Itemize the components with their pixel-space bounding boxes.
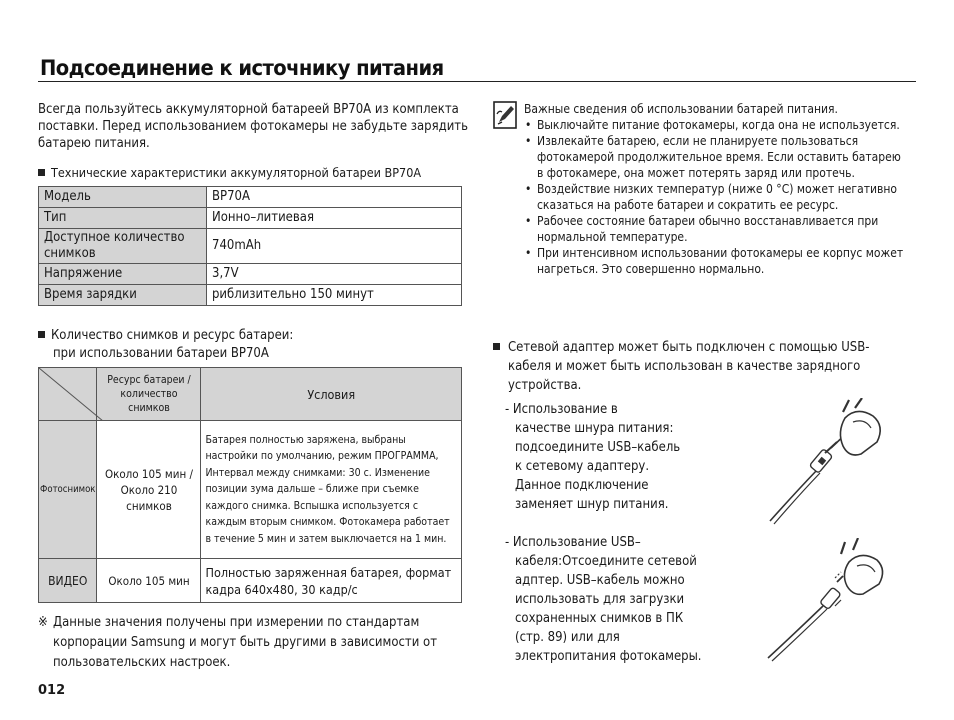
conditions-video: Полностью заряженная батарея, формат кадра 640x480, 30 кадр/с	[201, 559, 462, 603]
spec-value: 3,7V	[207, 264, 462, 285]
note-box	[524, 101, 904, 277]
spec-label: Тип	[39, 208, 207, 229]
option-line: Данное подключение	[515, 478, 649, 493]
spec-label: Доступное количество снимков	[39, 229, 207, 264]
option-line: заменяет шнур питания.	[515, 497, 669, 512]
mode-photo: Фотоснимок	[39, 421, 97, 559]
usb-paragraph	[493, 338, 908, 395]
col-header-conditions: Условия	[201, 368, 462, 421]
option-line: адптер. USB–кабель можно	[515, 573, 685, 588]
list-item: • Выключайте питание фотокамеры, когда она не используется.	[524, 117, 904, 133]
spec-label: Напряжение	[39, 264, 207, 285]
list-item: • Воздействие низких температур (ниже 0 °C) может негативно сказаться на работе батареи и сократить ее ресурс.	[524, 181, 904, 213]
option-line: кабеля:Отсоедините сетевой	[515, 554, 697, 569]
life-photo: Около 105 мин / Около 210 снимков	[97, 421, 201, 559]
square-bullet-icon	[38, 331, 45, 338]
shots-table	[38, 367, 462, 603]
list-item: • Рабочее состояние батареи обычно восстанавливается при нормальной температуре.	[524, 213, 904, 245]
list-item: • Извлекайте батарею, если не планируете пользоваться фотокамерой продолжительное время. Если оставить батарею в фотокамере, она может потерять заряд или протечь.	[524, 133, 904, 181]
option-line: к сетевому адаптеру.	[515, 459, 650, 474]
square-bullet-icon	[493, 343, 500, 350]
page-number: 012	[38, 683, 66, 698]
usb-paragraph-text: Сетевой адаптер может быть подключен с помощью USB-кабеля и может быть использован в качестве зарядного устройства.	[508, 340, 870, 393]
specs-table	[38, 186, 462, 306]
usb-option-power-cord	[505, 400, 755, 514]
mode-video: ВИДЕО	[39, 559, 97, 603]
option-line: сохраненных снимков в ПК	[515, 611, 684, 626]
footnote-mark: ※	[38, 615, 48, 630]
title-rule	[38, 81, 916, 82]
note-pencil-icon	[493, 101, 517, 129]
spec-value: риблизительно 150 минут	[207, 285, 462, 306]
ac-adapter-cable-icon	[765, 398, 895, 526]
ac-adapter-unplugged-icon	[765, 538, 895, 662]
usb-option-data-cable	[505, 533, 765, 666]
option-line: - Использование в	[505, 402, 618, 417]
note-title: Важные сведения об использовании батарей питания.	[524, 102, 838, 116]
note-list	[524, 117, 904, 277]
conditions-photo: Батарея полностью заряжена, выбраны настройки по умолчанию, режим ПРОГРАММА, Интервал между снимками: 30 с. Изменение позиции зума дальше – ближе при съемке каждого снимка. Вспышка используется с каждым вторым снимком. Фотокамера работает в течение 5 мин и затем выключается на 1 мин.	[201, 421, 462, 559]
table-row	[39, 208, 462, 229]
footnote	[38, 613, 468, 673]
diagonal-line-icon	[39, 368, 103, 421]
diagonal-header-cell	[39, 368, 97, 421]
list-item: • При интенсивном использовании фотокамеры ее корпус может нагреться. Это совершенно нормально.	[524, 245, 904, 277]
spec-label: Модель	[39, 187, 207, 208]
col-header-life: Ресурс батареи / количество снимков	[97, 368, 201, 421]
table-row	[39, 264, 462, 285]
specs-heading	[38, 165, 421, 181]
table-row	[39, 285, 462, 306]
page-title: Подсоединение к источнику питания	[40, 56, 444, 80]
option-line: (стр. 89) или для	[515, 630, 620, 645]
option-line: качестве шнура питания:	[515, 421, 674, 436]
spec-value: Ионно–литиевая	[207, 208, 462, 229]
table-row	[39, 368, 462, 421]
option-line: - Использование USB–	[505, 535, 641, 550]
shots-heading-line1: Количество снимков и ресурс батареи:	[51, 328, 294, 343]
life-video: Около 105 мин	[97, 559, 201, 603]
shots-heading-line2: при использовании батареи BP70A	[53, 346, 269, 361]
spec-value: BP70A	[207, 187, 462, 208]
shots-heading	[38, 327, 293, 363]
table-row	[39, 229, 462, 264]
table-row	[39, 187, 462, 208]
option-line: подсоедините USB–кабель	[515, 440, 681, 455]
square-bullet-icon	[38, 169, 45, 176]
option-line: использовать для загрузки	[515, 592, 685, 607]
option-line: электропитания фотокамеры.	[515, 649, 702, 664]
table-row	[39, 421, 462, 559]
spec-label: Время зарядки	[39, 285, 207, 306]
footnote-text: Данные значения получены при измерении по стандартам корпорации Samsung и могут быть другими в зависимости от пользовательских настроек.	[53, 615, 438, 670]
spec-value: 740mAh	[207, 229, 462, 264]
table-row	[39, 559, 462, 603]
specs-heading-text: Технические характеристики аккумуляторной батареи BP70A	[51, 165, 422, 180]
intro-text: Всегда пользуйтесь аккумуляторной батареей BP70A из комплекта поставки. Перед использованием фотокамеры не забудьте зарядить батарею питания.	[38, 102, 468, 151]
